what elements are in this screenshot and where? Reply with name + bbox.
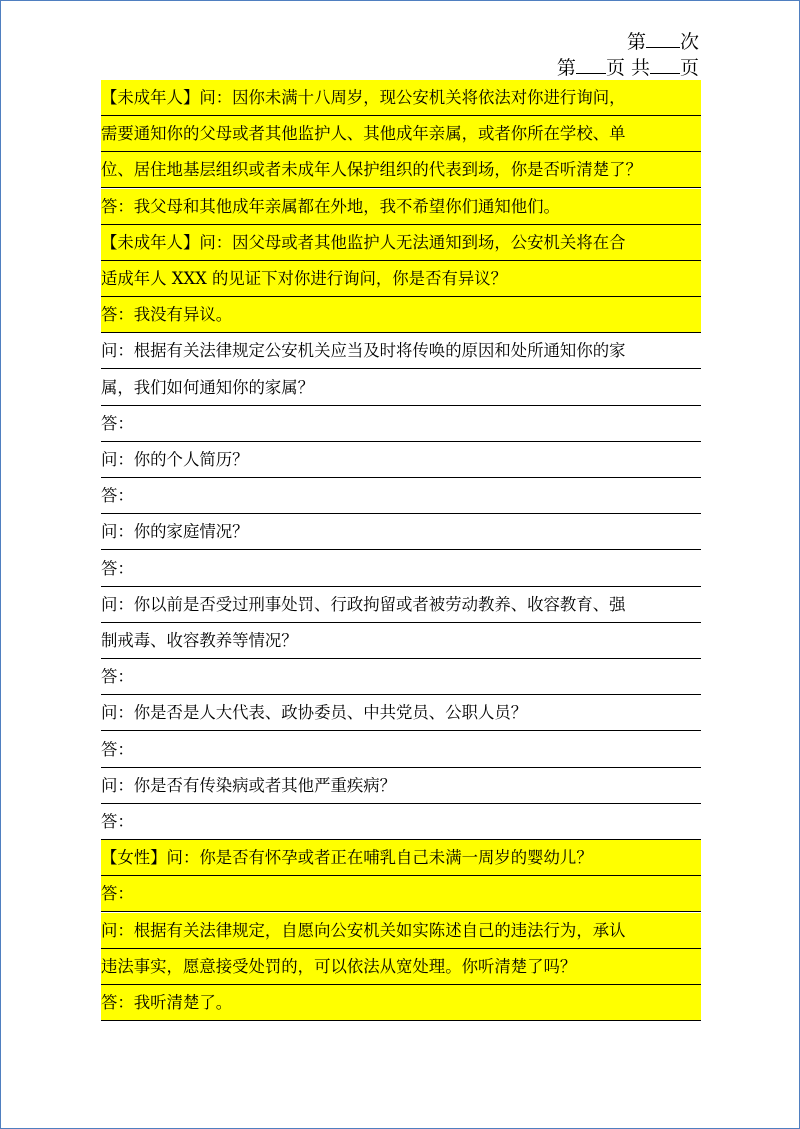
record-line: 答：我听清楚了。 [101, 985, 701, 1021]
record-line: 问：根据有关法律规定公安机关应当及时将传唤的原因和处所通知你的家 [101, 333, 701, 369]
record-line: 答： [101, 659, 701, 695]
record-line: 【未成年人】问：因你未满十八周岁，现公安机关将依法对你进行询问， [101, 80, 701, 116]
times-suffix: 次 [679, 31, 699, 53]
interview-count-header [627, 29, 699, 53]
record-line: 【女性】问：你是否有怀孕或者正在哺乳自己未满一周岁的婴幼儿？ [101, 840, 701, 876]
page-number-blank [576, 55, 606, 74]
record-line: 答： [101, 478, 701, 514]
record-line: 问：你的家庭情况？ [101, 514, 701, 550]
record-line: 【未成年人】问：因父母或者其他监护人无法通知到场，公安机关将在合 [101, 225, 701, 261]
page-mid: 页 共 [605, 57, 650, 79]
total-pages-blank [650, 55, 680, 74]
record-line: 问：你是否是人大代表、政协委员、中共党员、公职人员？ [101, 695, 701, 731]
times-blank [646, 29, 680, 48]
record-line: 答：我没有异议。 [101, 297, 701, 333]
record-line: 答： [101, 732, 701, 768]
record-line: 问：你是否有传染病或者其他严重疾病？ [101, 768, 701, 804]
record-line: 答：我父母和其他成年亲属都在外地，我不希望你们通知他们。 [101, 189, 701, 225]
record-line: 问：你以前是否受过刑事处罚、行政拘留或者被劳动教养、收容教育、强 [101, 587, 701, 623]
record-line: 需要通知你的父母或者其他监护人、其他成年亲属，或者你所在学校、单 [101, 116, 701, 152]
record-line: 答： [101, 876, 701, 912]
record-line: 答： [101, 551, 701, 587]
record-line: 位、居住地基层组织或者未成年人保护组织的代表到场，你是否听清楚了？ [101, 152, 701, 188]
record-line: 制戒毒、收容教养等情况？ [101, 623, 701, 659]
record-line: 问：根据有关法律规定，自愿向公安机关如实陈述自己的违法行为，承认 [101, 913, 701, 949]
page-prefix: 第 [556, 57, 576, 79]
page-suffix: 页 [679, 57, 699, 79]
record-line: 适成年人 XXX 的见证下对你进行询问，你是否有异议？ [101, 261, 701, 297]
times-prefix: 第 [626, 31, 646, 53]
record-line: 违法事实，愿意接受处罚的，可以依法从宽处理。你听清楚了吗？ [101, 949, 701, 985]
record-line: 答： [101, 406, 701, 442]
page-count-header [557, 55, 699, 79]
record-line: 答： [101, 804, 701, 840]
record-line: 属，我们如何通知你的家属？ [101, 370, 701, 406]
record-line: 问：你的个人简历？ [101, 442, 701, 478]
